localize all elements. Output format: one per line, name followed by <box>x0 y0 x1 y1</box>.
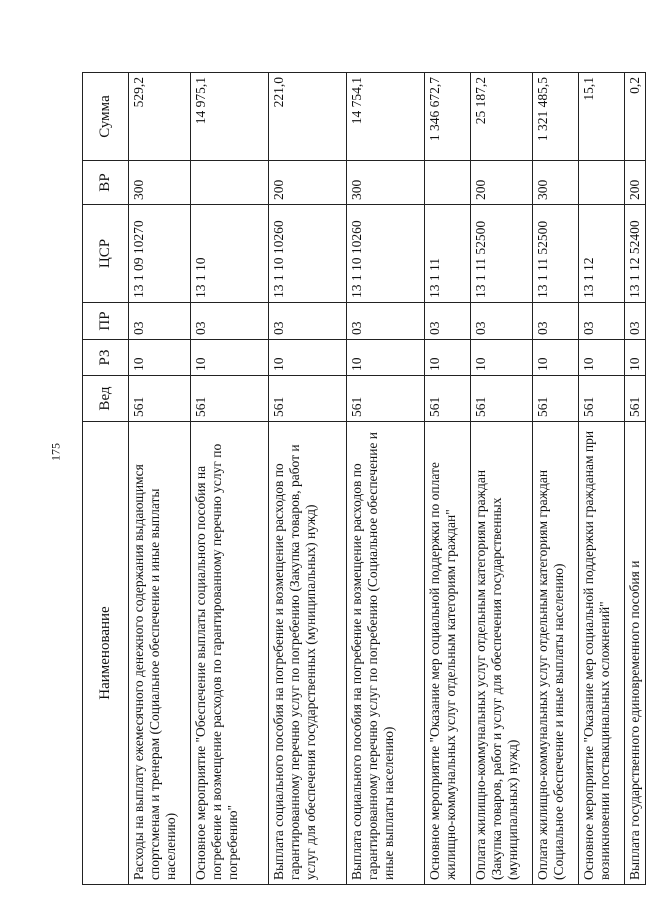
table-row <box>579 73 625 885</box>
cell-csr: 13 1 10 10260 <box>347 205 425 303</box>
cell-vr: 300 <box>533 161 579 205</box>
cell-ved: 561 <box>191 376 269 422</box>
cell-rz: 10 <box>347 340 425 376</box>
cell-vr: 200 <box>625 161 646 205</box>
cell-name: Расходы на выплату ежемесячного денежного содержания выдающимся спортсменам и тренерам (Социальное обеспечение и иные выплаты населению) <box>129 422 191 885</box>
cell-ved: 561 <box>269 376 347 422</box>
cell-vr: 200 <box>471 161 533 205</box>
cell-vr: 300 <box>347 161 425 205</box>
cell-pr: 03 <box>625 303 646 340</box>
header-ved: Вед <box>83 376 129 422</box>
cell-sum: 529,2 <box>129 73 191 161</box>
cell-pr: 03 <box>347 303 425 340</box>
cell-pr: 03 <box>533 303 579 340</box>
cell-vr <box>191 161 269 205</box>
budget-table <box>82 72 646 885</box>
table-row <box>471 73 533 885</box>
cell-ved: 561 <box>471 376 533 422</box>
header-vr: ВР <box>83 161 129 205</box>
cell-name: Выплата государственного единовременного пособия и <box>625 422 646 885</box>
table-header-row <box>83 73 129 885</box>
cell-sum: 1 346 672,7 <box>425 73 471 161</box>
header-csr: ЦСР <box>83 205 129 303</box>
cell-csr: 13 1 09 10270 <box>129 205 191 303</box>
cell-ved: 561 <box>347 376 425 422</box>
cell-rz: 10 <box>533 340 579 376</box>
cell-vr: 200 <box>269 161 347 205</box>
cell-vr: 300 <box>129 161 191 205</box>
cell-sum: 221,0 <box>269 73 347 161</box>
header-name: Наименование <box>83 422 129 885</box>
cell-sum: 14 754,1 <box>347 73 425 161</box>
cell-sum: 25 187,2 <box>471 73 533 161</box>
cell-name: Выплата социального пособия на погребение и возмещение расходов по гарантированному перечню услуг по погребению (Социальное обеспечение и иные выплаты населению) <box>347 422 425 885</box>
table-row <box>269 73 347 885</box>
page-number: 175 <box>48 443 63 461</box>
cell-rz: 10 <box>579 340 625 376</box>
cell-rz: 10 <box>471 340 533 376</box>
table-row <box>129 73 191 885</box>
cell-rz: 10 <box>625 340 646 376</box>
cell-pr: 03 <box>129 303 191 340</box>
cell-csr: 13 1 10 10260 <box>269 205 347 303</box>
cell-sum: 15,1 <box>579 73 625 161</box>
cell-rz: 10 <box>425 340 471 376</box>
cell-ved: 561 <box>579 376 625 422</box>
cell-csr: 13 1 12 <box>579 205 625 303</box>
cell-name: Оплата жилищно-коммунальных услуг отдельным категориям граждан (Социальное обеспечение и иные выплаты населению) <box>533 422 579 885</box>
cell-ved: 561 <box>533 376 579 422</box>
cell-rz: 10 <box>269 340 347 376</box>
cell-csr: 13 1 11 52500 <box>471 205 533 303</box>
cell-sum: 1 321 485,5 <box>533 73 579 161</box>
cell-name: Основное мероприятие "Оказание мер социальной поддержки по оплате жилищно-коммунальных услуг отдельным категориям граждан" <box>425 422 471 885</box>
cell-pr: 03 <box>579 303 625 340</box>
cell-rz: 10 <box>129 340 191 376</box>
table-row <box>347 73 425 885</box>
table-row <box>533 73 579 885</box>
header-sum: Сумма <box>83 73 129 161</box>
cell-sum: 14 975,1 <box>191 73 269 161</box>
cell-sum: 0,2 <box>625 73 646 161</box>
cell-name: Оплата жилищно-коммунальных услуг отдельным категориям граждан (Закупка товаров, работ и услуг для обеспечения государственных (муниципальных) нужд) <box>471 422 533 885</box>
cell-ved: 561 <box>625 376 646 422</box>
cell-name: Основное мероприятие "Обеспечение выплаты социального пособия на погребение и возмещение расходов по гарантированному перечню услуг по погребению" <box>191 422 269 885</box>
cell-pr: 03 <box>191 303 269 340</box>
cell-pr: 03 <box>269 303 347 340</box>
table-row <box>425 73 471 885</box>
cell-csr: 13 1 12 52400 <box>625 205 646 303</box>
cell-rz: 10 <box>191 340 269 376</box>
cell-pr: 03 <box>425 303 471 340</box>
cell-ved: 561 <box>129 376 191 422</box>
cell-vr <box>579 161 625 205</box>
table-row <box>625 73 646 885</box>
header-pr: ПР <box>83 303 129 340</box>
cell-csr: 13 1 11 52500 <box>533 205 579 303</box>
cell-csr: 13 1 10 <box>191 205 269 303</box>
cell-name: Выплата социального пособия на погребение и возмещение расходов по гарантированному перечню услуг по погребению (Закупка товаров, работ и услуг для обеспечения государственных (муниципальных) нужд) <box>269 422 347 885</box>
cell-name: Основное мероприятие "Оказание мер социальной поддержки гражданам при возникновении поствакцинальных осложнений" <box>579 422 625 885</box>
cell-ved: 561 <box>425 376 471 422</box>
header-rz: РЗ <box>83 340 129 376</box>
cell-vr <box>425 161 471 205</box>
cell-csr: 13 1 11 <box>425 205 471 303</box>
table-row <box>191 73 269 885</box>
cell-pr: 03 <box>471 303 533 340</box>
rotated-page-content <box>82 73 642 885</box>
